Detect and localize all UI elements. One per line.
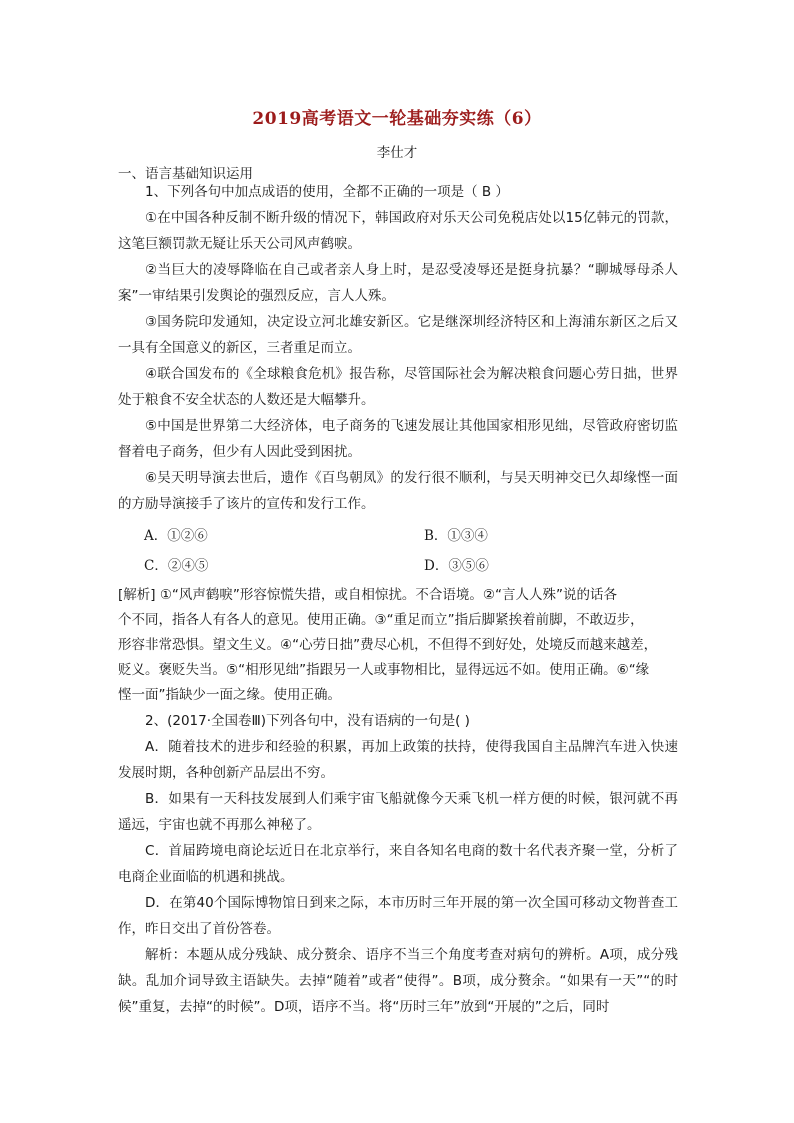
q2-option-a: A．随着技术的进步和经验的积累，再加上政策的扶持，使得我国自主品牌汽车进入快速发展时期，各种创新产品层出不穷。 <box>118 739 678 781</box>
author: 李仕才 <box>376 145 418 161</box>
document-body <box>118 179 678 1020</box>
question-1-stem: 1、下列各句中加点成语的使用，全都不正确的一项是（ B ） <box>145 184 509 200</box>
page-title: 2019高考语文一轮基础夯实练（6） <box>252 109 542 129</box>
q1-analysis-line: 个不同，指各人有各人的意见。使用正确。③“重足而立”指后脚紧挨着前脚，不敢迈步， <box>118 612 644 628</box>
q1-analysis-line: 悭一面”指缺少一面之缘。使用正确。 <box>118 687 341 703</box>
q2-option-b: B．如果有一天科技发展到人们乘宇宙飞船就像今天乘飞机一样方便的时候，银河就不再遥远，宇宙也就不再那么神秘了。 <box>118 791 678 833</box>
question-2-stem: 2、(2017·全国卷Ⅲ)下列各句中，没有语病的一句是( ) <box>145 713 470 729</box>
q1-item-5: ⑤中国是世界第二大经济体，电子商务的飞速发展让其他国家相形见绌，尽管政府密切监督着电子商务，但少有人因此受到困扰。 <box>118 418 678 460</box>
q1-analysis <box>118 583 678 708</box>
q2-option-c: C．首届跨境电商论坛近日在北京举行，来自各知名电商的数十名代表齐聚一堂，分析了电商企业面临的机遇和挑战。 <box>118 843 678 885</box>
q1-options-row-1 <box>118 523 678 549</box>
q1-item-3: ③国务院印发通知，决定设立河北雄安新区。它是继深圳经济特区和上海浦东新区之后又一具有全国意义的新区，三者重足而立。 <box>118 314 678 356</box>
q1-item-1: ①在中国各种反制不断升级的情况下，韩国政府对乐天公司免税店处以15亿韩元的罚款，这笔巨额罚款无疑让乐天公司风声鹤唳。 <box>118 210 678 252</box>
section-heading: 一、语言基础知识运用 <box>118 166 253 182</box>
q1-option-d: D．③⑤⑥ <box>424 558 489 574</box>
q1-options-row-2 <box>118 553 678 579</box>
q1-option-a: A．①②⑥ <box>144 528 208 544</box>
q2-analysis: 解析：本题从成分残缺、成分赘余、语序不当三个角度考查对病句的辨析。A项，成分残缺。乱加介词导致主语缺失。去掉“随着”或者“使得”。B项，成分赘余。“如果有一天”“的时候”重复，去掉“的时候”。D项，语序不当。将“历时三年”放到“开展的”之后，同时 <box>118 947 678 1015</box>
q1-item-4: ④联合国发布的《全球粮食危机》报告称，尽管国际社会为解决粮食问题心劳日拙，世界处于粮食不安全状态的人数还是大幅攀升。 <box>118 366 678 408</box>
q1-option-c: C．②④⑤ <box>144 558 209 574</box>
q1-item-6: ⑥吴天明导演去世后，遗作《百鸟朝凤》的发行很不顺利，与吴天明神交已久却缘悭一面的方励导演接手了该片的宣传和发行工作。 <box>118 470 678 512</box>
q1-analysis-line: [解析] ①“风声鹤唳”形容惊慌失措，或自相惊扰。不合语境。②“言人人殊”说的话各 <box>118 587 618 603</box>
q1-item-2: ②当巨大的凌辱降临在自己或者亲人身上时，是忍受凌辱还是挺身抗暴？“聊城辱母杀人案”一审结果引发舆论的强烈反应，言人人殊。 <box>118 262 678 304</box>
q1-analysis-line: 贬义。褒贬失当。⑤“相形见绌”指跟另一人或事物相比，显得远远不如。使用正确。⑥“缘 <box>118 662 650 678</box>
q1-analysis-line: 形容非常恐惧。望文生义。④“心劳日拙”费尽心机，不但得不到好处，处境反而越来越差， <box>118 637 658 653</box>
q1-option-b: B．①③④ <box>424 528 488 544</box>
q2-option-d: D．在第40个国际博物馆日到来之际，本市历时三年开展的第一次全国可移动文物普查工作，昨日交出了首份答卷。 <box>118 895 678 937</box>
